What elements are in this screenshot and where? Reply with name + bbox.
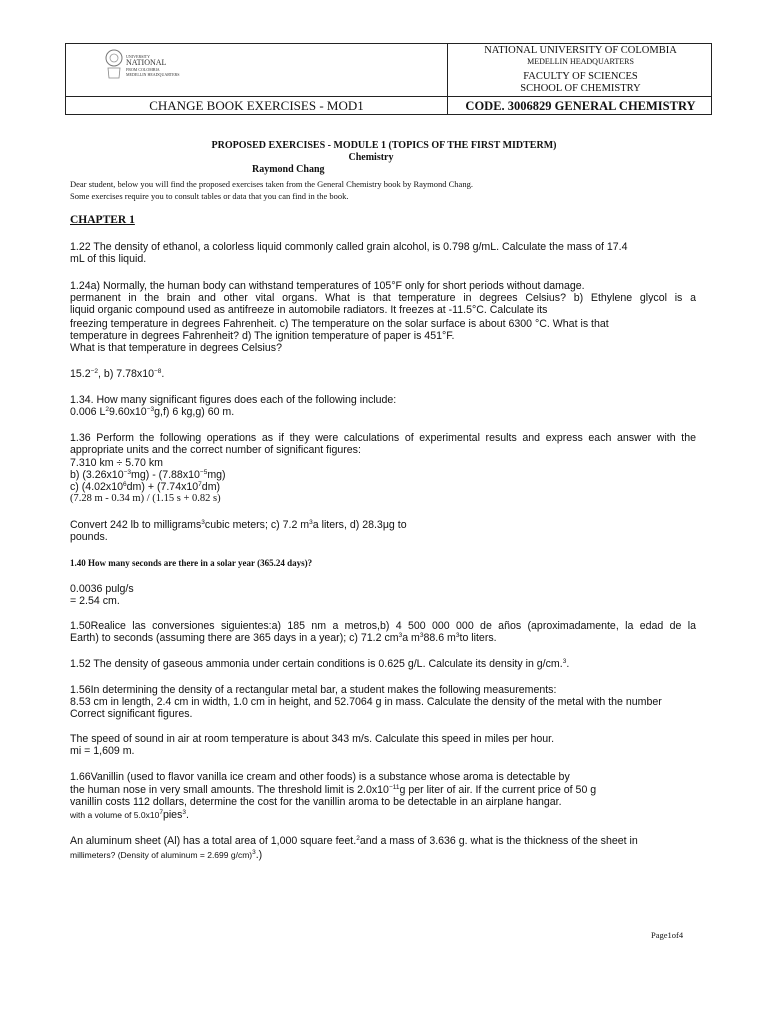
exercise-1-40: 1.40 How many seconds are there in a solar year (365.24 days)? [70,558,313,568]
exercise-1-36-line-3: 7.310 km ÷ 5.70 km [70,457,163,469]
ex152-a1e: 3 [562,658,567,665]
ex150-a1: Earth) to seconds (assuming there are 365 days in a year); c) 71.2 cm [70,632,399,644]
exercise-1-24-line-1: 1.24a) Normally, the human body can withstand temperatures of 105°F only for short periods without damage. [70,280,585,292]
headquarters-name: MEDELLIN HEADQUARTERS [527,57,634,66]
exercise-1-50-line-1 [70,620,696,632]
university-logo [104,48,194,90]
exercise-1-50-line-1-text: 1.50Realice las conversiones siguientes:a) 185 nm a metros,b) 4 500 000 000 de años (aproximadamente, la edad de la [70,620,696,632]
logo-line-3: FROM COLOMBIA [126,67,160,72]
ex136-c2e: 7 [198,481,202,488]
al-b2: .) [255,849,263,861]
ex152-a1: 1.52 The density of gaseous ammonia under certain conditions is 0.625 g/L. Calculate its density in g/cm. [70,658,563,670]
ex134-p2: 9.60x10 [108,406,147,418]
exercise-pulg-line-2: = 2.54 cm. [70,595,120,607]
exercise-1-66-line-3: vanillin costs 112 dollars, determine the cost for the vanillin aroma to be detectable in an airplane hangar. [70,796,562,808]
ex136-c1e: 6 [123,481,127,488]
conv-a1: Convert 242 lb to milligrams [70,519,202,531]
header-table [65,43,712,115]
exercise-1-24-line-2 [70,292,696,304]
exercise-1-24-line-5: temperature in degrees Fahrenheit? d) The ignition temperature of paper is 451°F. [70,330,455,342]
ex134-p3: g,f) 6 kg,g) 60 m. [154,406,235,418]
course-code: CODE. 3006829 GENERAL CHEMISTRY [465,99,696,113]
exercise-scientific-notation [70,368,164,380]
ex136-b2e: −5 [199,469,208,476]
ex166-a1: the human nose in very small amounts. The threshold limit is 2.0x10 [70,784,389,796]
exercise-1-34-line-1: 1.34. How many significant figures does each of the following include: [70,394,397,406]
exercise-1-34-line-2 [70,406,234,418]
university-name: NATIONAL UNIVERSITY OF COLOMBIA [484,45,677,56]
ex136-c2: dm) + (7.74x10 [126,481,199,493]
book-title: CHANGE BOOK EXERCISES - MOD1 [149,98,364,113]
ex136-c1: c) (4.02x10 [70,481,123,493]
logo-text [126,54,179,77]
exercise-1-36-line-5 [70,481,220,493]
sci-b-exp: −8 [154,368,162,375]
exercise-1-66-line-2 [70,784,596,796]
exercise-1-56-line-1: 1.56In determining the density of a rectangular metal bar, a student makes the following measurements: [70,684,557,696]
ex150-a2e: 3 [419,632,424,639]
ex136-b1e: −3 [123,469,132,476]
exercise-1-22-line-2: mL of this liquid. [70,253,147,265]
exercise-1-24-line-4: freezing temperature in degrees Fahrenheit. c) The temperature on the solar surface is about 6300 °C. What is that [70,318,609,330]
conv-a1e: 3 [201,519,205,526]
ex150-a3e: 3 [455,632,460,639]
chapter-heading: CHAPTER 1 [70,214,135,226]
document-title: PROPOSED EXERCISES - MODULE 1 (TOPICS OF THE FIRST MIDTERM) [211,140,557,151]
exercise-1-36-line-1-text: 1.36 Perform the following operations as if they were calculations of experimental results and express each answer with the [70,432,696,444]
exercise-sound-line-1: The speed of sound in air at room temperature is about 343 m/s. Calculate this speed in miles per hour. [70,733,555,745]
sci-b: , b) 7.78x10 [98,368,154,380]
ex150-a2: a m [402,632,420,644]
al-a1e: 2 [356,835,360,842]
ex166-b3: . [186,809,189,821]
ex134-p1: 0.006 L [70,406,106,418]
header-institution [448,44,713,96]
exercise-1-22-line-1: 1.22 The density of ethanol, a colorless liquid commonly called grain alcohol, is 0.798 g/mL. Calculate the mass of 17.4 [70,241,628,253]
exercise-1-36-line-6: (7.28 m - 0.34 m) / (1.15 s + 0.82 s) [70,493,221,504]
school-name: SCHOOL OF CHEMISTRY [520,83,641,94]
exercise-1-66-line-1: 1.66Vanillin (used to flavor vanilla ice cream and other foods) is a substance whose aroma is detectable by [70,771,570,783]
ex152-a2: . [566,658,570,670]
ex166-b1e: 7 [159,809,163,816]
document-subtitle: Chemistry [348,152,394,163]
ex166-b2e: 3 [182,809,186,816]
exercise-convert-line-2: pounds. [70,531,108,543]
intro-line-1: Dear student, below you will find the proposed exercises taken from the General Chemistry book by Raymond Chang. [70,179,473,189]
ex150-a1e: 3 [398,632,403,639]
exercise-convert-line-1 [70,519,407,531]
exercise-1-56-line-3: Correct significant figures. [70,708,193,720]
exercise-1-36-line-2: appropriate units and the correct number of significant figures: [70,444,361,456]
al-a1: An aluminum sheet (Al) has a total area of 1,000 square feet. [70,835,357,847]
ex136-b1: b) (3.26x10 [70,469,124,481]
sci-a-exp: −2 [90,368,99,375]
page-number: Page1of4 [651,930,684,940]
faculty-name: FACULTY OF SCIENCES [523,71,638,82]
ex150-a3: 88.6 m [423,632,456,644]
exercise-1-24-line-6: What is that temperature in degrees Celsius? [70,342,282,354]
document-author: Raymond Chang [252,164,325,175]
exercise-aluminum-line-2 [70,849,262,861]
ex166-a1e: −11 [388,784,400,791]
exercise-1-52 [70,658,569,670]
exercise-1-66-line-4 [70,809,189,821]
ex136-c3: dm) [201,481,221,493]
exercise-aluminum-line-1 [70,835,638,847]
ex134-s2: −3 [146,406,155,413]
al-a2: and a mass of 3.636 g. what is the thickness of the sheet in [359,835,638,847]
ex166-b2: pies [162,809,183,821]
sci-a: 15.2 [70,368,91,380]
sci-end: . [161,368,165,380]
ex150-a4: to liters. [459,632,497,644]
logo-line-2: NATIONAL [126,58,167,67]
exercise-sound-line-2: mi = 1,609 m. [70,745,135,757]
ex166-a2: g per liter of air. If the current price of 50 g [399,784,597,796]
conv-a2: cubic meters; c) 7.2 m [204,519,310,531]
exercise-1-36-line-4 [70,469,226,481]
conv-a2e: 3 [309,519,313,526]
logo-line-1: UNIVERSITY [126,54,150,59]
exercise-1-24-line-2-text: permanent in the brain and other vital organs. What is that temperature in degrees Celsius? b) Ethylene glycol is a [70,292,696,304]
ex136-b3: mg) [207,469,226,481]
ex136-b2: mg) - (7.88x10 [131,469,200,481]
exercise-1-50-line-2 [70,632,497,644]
ex166-b1: with a volume of 5.0x10 [70,810,160,820]
exercise-pulg-line-1: 0.0036 pulg/s [70,583,134,595]
logo-line-4: MEDELLIN HEADQUARTERS [126,72,180,77]
al-b1e: 3 [252,849,256,856]
exercise-1-24-line-3: liquid organic compound used as antifreeze in automobile radiators. It freezes at -11.5°C. Calculate its [70,304,548,316]
intro-line-2: Some exercises require you to consult tables or data that you can find in the book. [70,191,349,201]
ex134-s1: 2 [105,406,109,413]
exercise-1-56-line-2: 8.53 cm in length, 2.4 cm in width, 1.0 cm in height, and 52.7064 g in mass. Calculate the density of the metal with the number [70,696,662,708]
university-seal-icon [104,48,124,84]
conv-a3: a liters, d) 28.3μg to [312,519,407,531]
al-b1: millimeters? (Density of aluminum = 2.699 g/cm) [70,850,253,860]
exercise-1-36-line-1 [70,432,696,444]
